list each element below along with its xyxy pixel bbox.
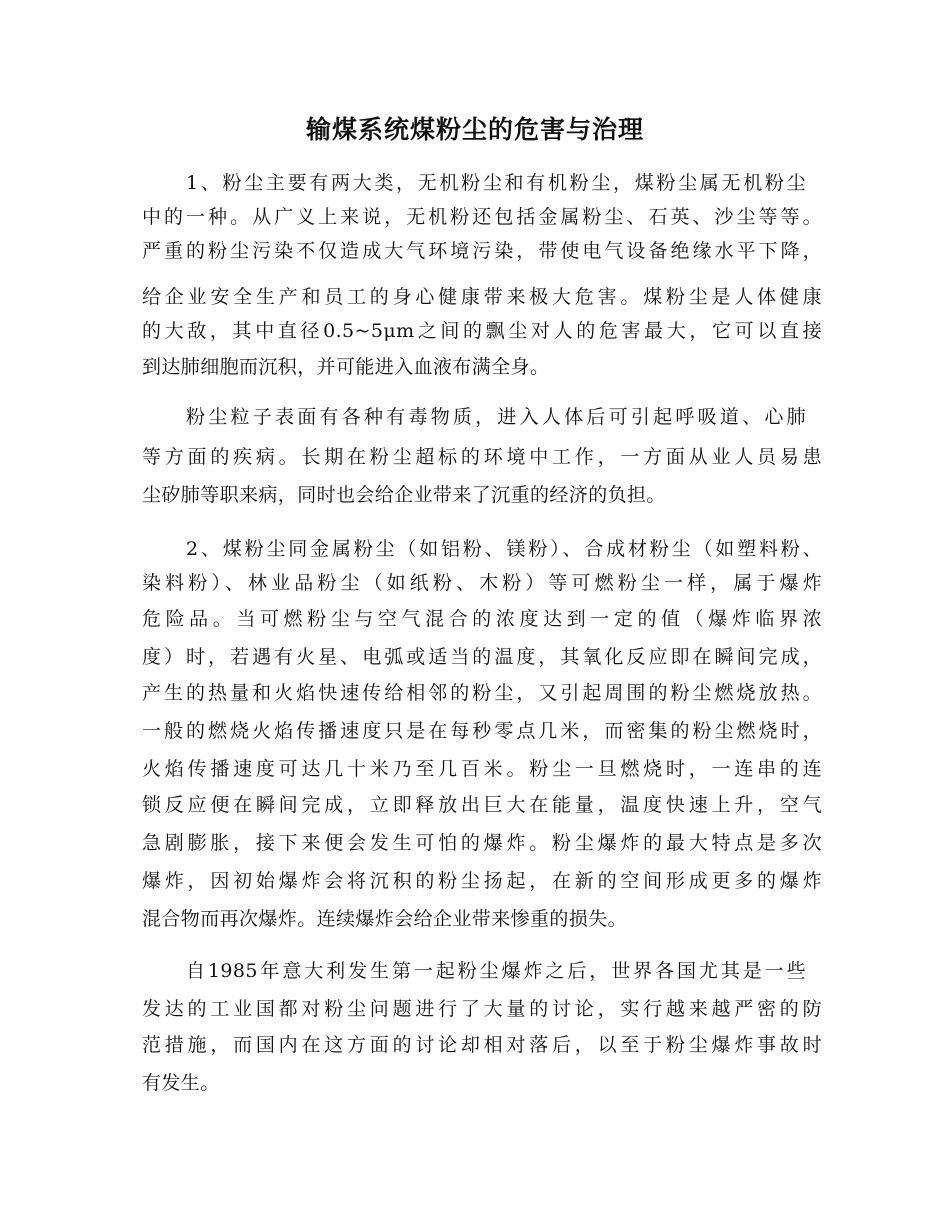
text-line: 有发生。 xyxy=(142,1072,220,1094)
text-line: 发达的工业国都对粉尘问题进行了大量的讨论，实行越来越严密的防 xyxy=(142,998,822,1020)
text-line: 度）时，若遇有火星、电弧或适当的温度，其氧化反应即在瞬间完成， xyxy=(142,646,822,668)
text-line: 尘矽肺等职来病，同时也会给企业带来了沉重的经济的负担。 xyxy=(142,484,666,506)
text-line: 染料粉）、林业品粉尘（如纸粉、木粉）等可燃粉尘一样，属于爆炸 xyxy=(142,572,822,594)
text-line: 中的一种。从广义上来说，无机粉还包括金属粉尘、石英、沙尘等等。 xyxy=(142,206,822,228)
document-title: 输煤系统煤粉尘的危害与治理 xyxy=(305,115,644,144)
text-line: 火焰传播速度可达几十米乃至几百米。粉尘一旦燃烧时，一连串的连 xyxy=(142,758,822,780)
text-line: 混合物而再次爆炸。连续爆炸会给企业带来惨重的损失。 xyxy=(142,908,628,930)
text-line: 范措施，而国内在这方面的讨论却相对落后，以至于粉尘爆炸事故时 xyxy=(142,1034,822,1056)
text-line: 严重的粉尘污染不仅造成大气环境污染，带使电气设备绝缘水平下降， xyxy=(142,240,822,262)
text-line: 2、煤粉尘同金属粉尘（如铝粉、镁粉）、合成材粉尘（如塑料粉、 xyxy=(186,538,822,560)
text-line: 等方面的疾病。长期在粉尘超标的环境中工作，一方面从业人员易患 xyxy=(142,446,822,468)
text-line: 危险品。当可燃粉尘与空气混合的浓度达到一定的值（爆炸临界浓 xyxy=(142,608,822,630)
text-line: 到达肺细胞而沉积，并可能进入血液布满全身。 xyxy=(142,356,550,378)
text-line: 爆炸，因初始爆炸会将沉积的粉尘扬起，在新的空间形成更多的爆炸 xyxy=(142,870,822,892)
text-line: 急剧膨胀，接下来便会发生可怕的爆炸。粉尘爆炸的最大特点是多次 xyxy=(142,832,822,854)
text-line: 的大敌，其中直径0.5~5μm之间的飘尘对人的危害最大，它可以直接 xyxy=(142,320,822,342)
text-line: 自1985年意大利发生第一起粉尘爆炸之后，世界各国尤其是一些 xyxy=(186,960,806,982)
text-line: 粉尘粒子表面有各种有毒物质，进入人体后可引起呼吸道、心肺 xyxy=(186,406,806,428)
text-line: 1、粉尘主要有两大类，无机粉尘和有机粉尘，煤粉尘属无机粉尘 xyxy=(186,172,806,194)
text-line: 给企业安全生产和员工的身心健康带来极大危害。煤粉尘是人体健康 xyxy=(142,286,822,308)
text-line: 一般的燃烧火焰传播速度只是在每秒零点几米，而密集的粉尘燃烧时， xyxy=(142,720,822,742)
text-line: 产生的热量和火焰快速传给相邻的粉尘，又引起周围的粉尘燃烧放热。 xyxy=(142,682,822,704)
text-line: 锁反应便在瞬间完成，立即释放出巨大在能量，温度快速上升，空气 xyxy=(142,794,822,816)
